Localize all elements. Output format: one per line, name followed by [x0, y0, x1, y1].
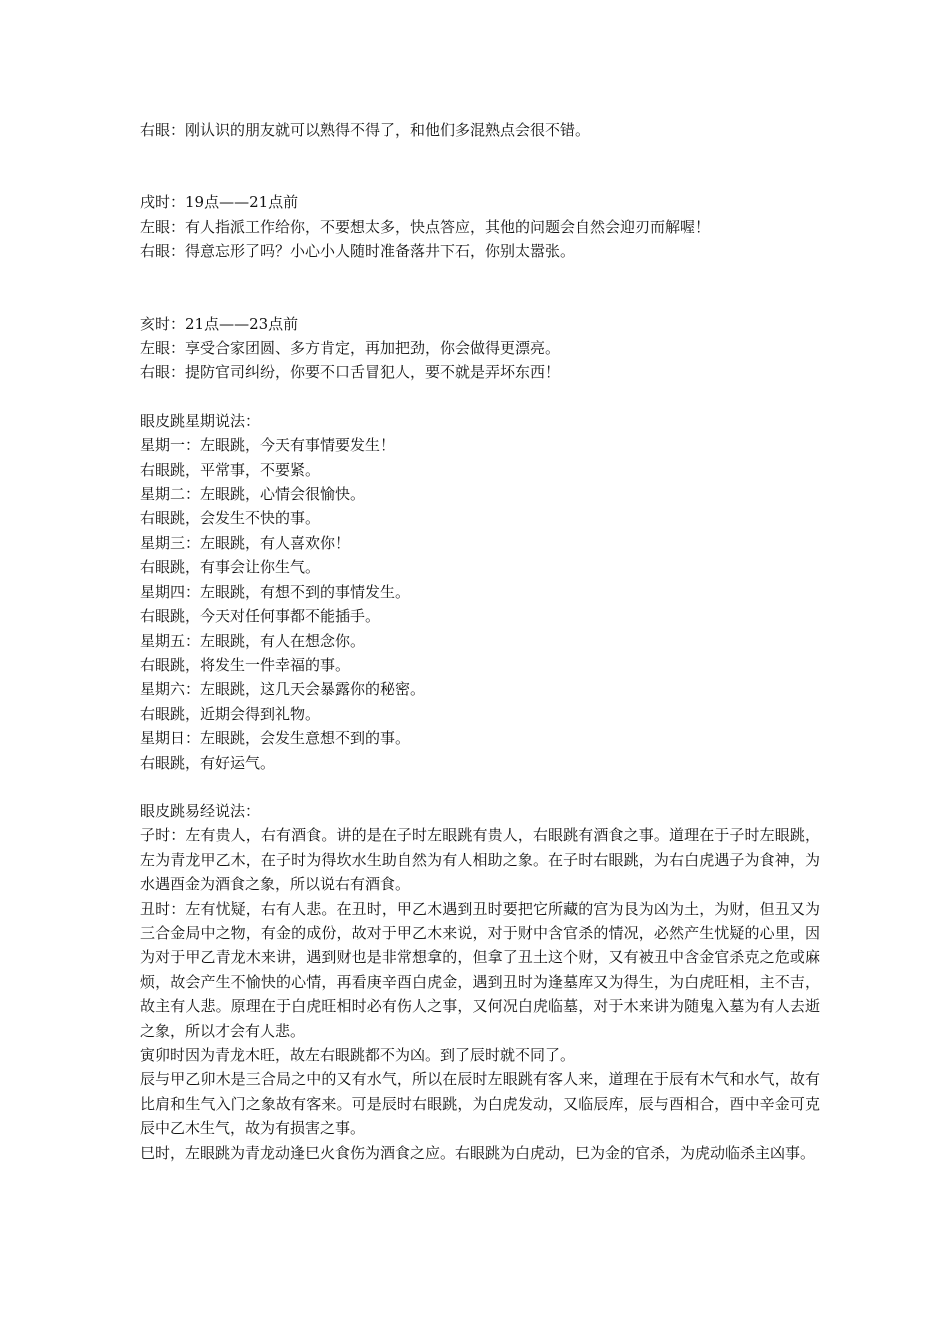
xu-heading: 戌时：19点——21点前 — [140, 193, 299, 212]
weekly-line: 右眼跳，有好运气。 — [140, 753, 276, 772]
hai-heading: 亥时：21点——23点前 — [140, 314, 299, 333]
top-right-eye-line: 右眼：刚认识的朋友就可以熟得不得了，和他们多混熟点会很不错。 — [140, 121, 591, 139]
spacer — [140, 142, 820, 190]
weekly-line: 星期二：左眼跳，心情会很愉快。 — [140, 485, 366, 504]
spacer — [140, 264, 820, 312]
weekly-line: 星期日：左眼跳，会发生意想不到的事。 — [140, 729, 411, 748]
yijing-paragraph: 丑时：左有忧疑，右有人悲。在丑时，甲乙木遇到丑时要把它所藏的宫为艮为凶为土，为财，但丑又为三合金局中之物，有金的成份，故对于甲乙木来说，对于财中含官杀的情况，必然产生忧疑的心里，因为对于甲乙青龙木来讲，遇到财也是非常想拿的，但拿了丑土这个财，又有被丑中含金官杀克之危或麻烦，故会产生不愉快的心情，再看庚辛酉白虎金，遇到丑时为逢墓库又为得生，为白虎旺相，主不吉，故主有人悲。原理在于白虎旺相时必有伤人之事，又何况白虎临墓，对于木来讲为随鬼入墓为有人去逝之象，所以才会有人悲。 — [140, 899, 820, 1040]
xu-left-eye-line: 左眼：有人指派工作给你，不要想太多，快点答应，其他的问题会自然会迎刃而解喔！ — [140, 217, 711, 236]
yijing-paragraph: 子时：左有贵人，右有酒食。讲的是在子时左眼跳有贵人，右眼跳有酒食之事。道理在于子时左眼跳，左为青龙甲乙木，在子时为得坎水生助自然为有人相助之象。在子时右眼跳，为右白虎遇子为食神，为水遇酉金为酒食之象，所以说右有酒食。 — [140, 826, 820, 894]
xu-right-eye-line: 右眼：得意忘形了吗？小心小人随时准备落井下石，你别太嚣张。 — [140, 242, 576, 261]
yijing-paragraph: 巳时，左眼跳为青龙动逢巳火食伤为酒食之应。右眼跳为白虎动，巳为金的官杀，为虎动临杀主凶事。 — [140, 1143, 816, 1162]
yijing-heading: 眼皮跳易经说法： — [140, 801, 261, 820]
weekly-line: 右眼跳，近期会得到礼物。 — [140, 704, 321, 723]
spacer — [140, 385, 820, 409]
weekly-line: 右眼跳，有事会让你生气。 — [140, 558, 321, 577]
weekly-line: 右眼跳，平常事，不要紧。 — [140, 460, 321, 479]
hai-right-eye-line: 右眼：提防官司纠纷，你要不口舌冒犯人，要不就是弄坏东西！ — [140, 363, 561, 382]
weekly-line: 星期六：左眼跳，这几天会暴露你的秘密。 — [140, 680, 426, 699]
hai-left-eye-line: 左眼：享受合家团圆、多方肯定，再加把劲，你会做得更漂亮。 — [140, 339, 561, 358]
weekly-heading: 眼皮跳星期说法： — [140, 411, 261, 430]
weekly-line: 右眼跳，将发生一件幸福的事。 — [140, 655, 351, 674]
weekly-line: 右眼跳，会发生不快的事。 — [140, 509, 321, 528]
document-page — [140, 118, 820, 1165]
weekly-line: 星期一：左眼跳，今天有事情要发生！ — [140, 436, 396, 455]
yijing-paragraph: 辰与甲乙卯木是三合局之中的又有水气，所以在辰时左眼跳有客人来，道理在于辰有木气和水气，故有比肩和生气入门之象故有客来。可是辰时右眼跳，为白虎发动，又临辰库，辰与酉相合，酉中辛金可克辰中乙木生气，故为有损害之事。 — [140, 1070, 820, 1138]
weekly-line: 星期四：左眼跳，有想不到的事情发生。 — [140, 582, 411, 601]
weekly-line: 星期三：左眼跳，有人喜欢你！ — [140, 533, 351, 552]
yijing-paragraph: 寅卯时因为青龙木旺，故左右眼跳都不为凶。到了辰时就不同了。 — [140, 1046, 576, 1064]
weekly-line: 星期五：左眼跳，有人在想念你。 — [140, 631, 366, 650]
spacer — [140, 775, 820, 799]
weekly-line: 右眼跳，今天对任何事都不能插手。 — [140, 607, 381, 626]
